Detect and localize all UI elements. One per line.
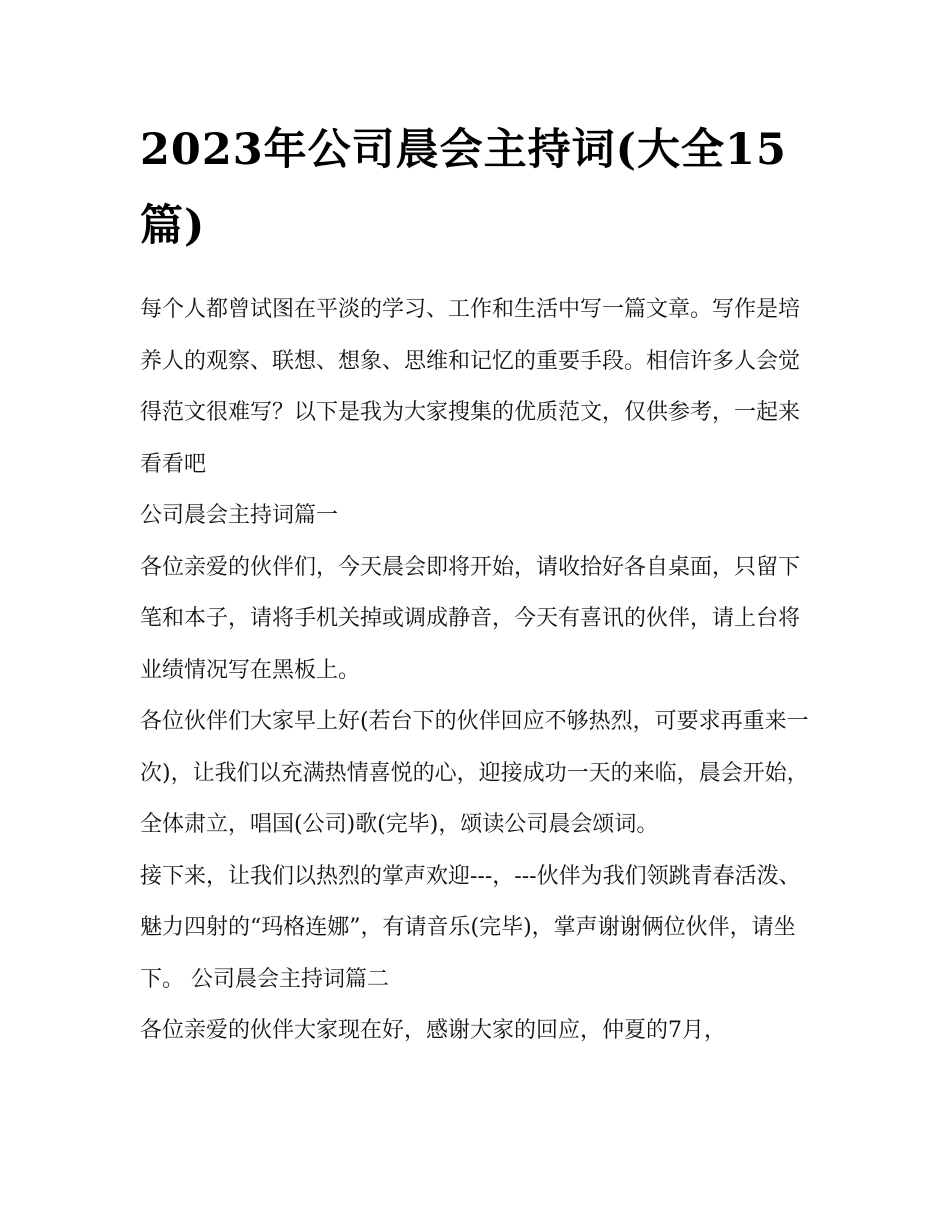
body-paragraph: 接下来，让我们以热烈的掌声欢迎---，---伙伴为我们领跳青春活泼、魅力四射的“玛格连娜”，有请音乐(完毕)，掌声谢谢俩位伙伴，请坐下。 公司晨会主持词篇二 <box>140 863 801 992</box>
body-paragraph: 各位亲爱的伙伴们，今天晨会即将开始，请收拾好各自桌面，只留下笔和本子，请将手机关掉或调成静音，今天有喜讯的伙伴，请上台将业绩情况写在黑板上。 <box>140 554 801 683</box>
body-paragraph: 各位伙伴们大家早上好(若台下的伙伴回应不够热烈，可要求再重来一次)，让我们以充满热情喜悦的心，迎接成功一天的来临，晨会开始，全体肃立，唱国(公司)歌(完毕)，颂读公司晨会颂词。 <box>140 709 809 837</box>
document-page <box>140 112 820 1057</box>
document-title: 2023年公司晨会主持词(大全15篇) <box>140 125 787 251</box>
body-paragraph: 各位亲爱的伙伴大家现在好，感谢大家的回应，仲夏的7月， <box>140 1018 726 1043</box>
section-heading-1: 公司晨会主持词篇一 <box>140 503 339 528</box>
intro-paragraph: 每个人都曾试图在平淡的学习、工作和生活中写一篇文章。写作是培养人的观察、联想、想象、思维和记忆的重要手段。相信许多人会觉得范文很难写？以下是我为大家搜集的优质范文，仅供参考，一起来看看吧 <box>140 297 801 477</box>
